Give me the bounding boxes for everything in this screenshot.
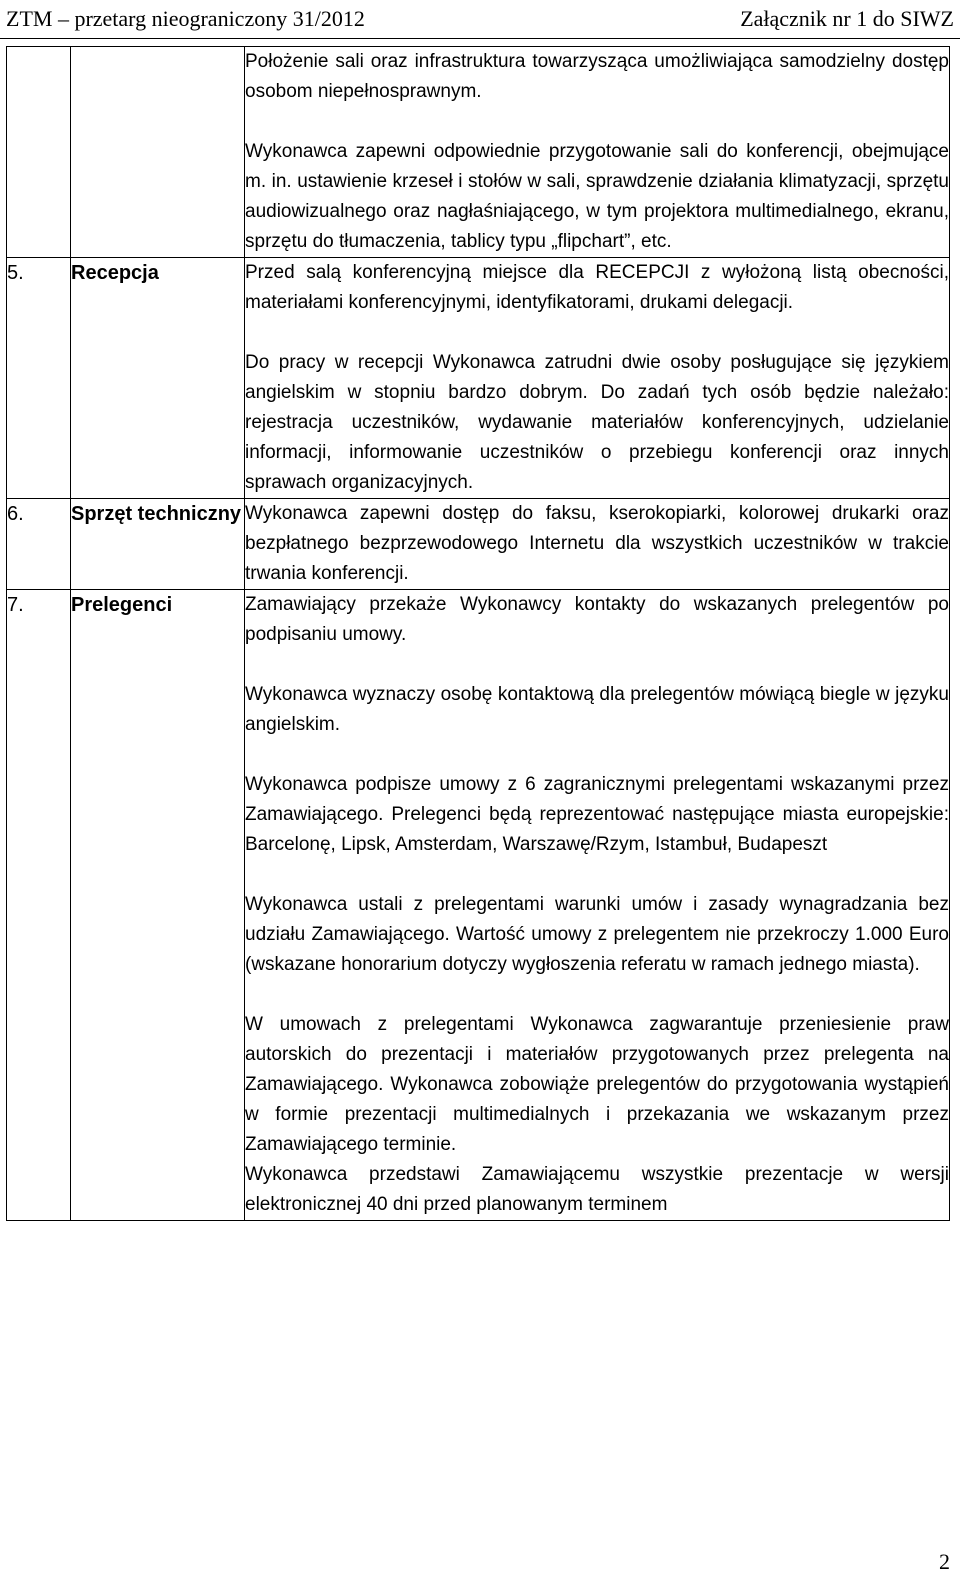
row-content — [245, 47, 950, 258]
row-title: Sprzęt techniczny — [71, 499, 245, 590]
table-row — [7, 590, 950, 1221]
header-title: ZTM – przetarg nieograniczony 31/2012 — [6, 6, 365, 31]
row-number: 7. — [7, 590, 71, 1221]
row-content — [245, 590, 950, 1221]
paragraph: Do pracy w recepcji Wykonawca zatrudni dwie osoby posługujące się językiem angielskim w stopniu bardzo dobrym. Do zadań tych osób będzie należało: rejestracja uczestników, wydawanie materiałów konferencyjnych, udzielanie informacji, informowanie uczestników o przebiegu konferencji oraz innych sprawach organizacyjnych. — [245, 352, 949, 493]
page-header — [0, 0, 960, 46]
row-number: 6. — [7, 499, 71, 590]
header-rule — [0, 38, 960, 39]
table-row — [7, 47, 950, 258]
paragraph: Wykonawca podpisze umowy z 6 zagranicznymi prelegentami wskazanymi przez Zamawiającego. Prelegenci będą reprezentować następujące miasta europejskie: Barcelonę, Lipsk, Amsterdam, Warszawę/Rzym, Istambuł, Budapeszt — [245, 774, 949, 855]
row-title: Prelegenci — [71, 590, 245, 1221]
row-title — [71, 47, 245, 258]
paragraph: Zamawiający przekaże Wykonawcy kontakty do wskazanych prelegentów po podpisaniu umowy. — [245, 594, 949, 645]
paragraph: Przed salą konferencyjną miejsce dla RECEPCJI z wyłożoną listą obecności, materiałami konferencyjnymi, identyfikatorami, drukami delegacji. — [245, 262, 949, 313]
requirements-table — [6, 46, 950, 1221]
table-row — [7, 499, 950, 590]
row-number — [7, 47, 71, 258]
row-number: 5. — [7, 258, 71, 499]
header-attachment: Załącznik nr 1 do SIWZ — [740, 6, 954, 31]
paragraph: Położenie sali oraz infrastruktura towarzysząca umożliwiająca samodzielny dostęp osobom niepełnosprawnym. — [245, 51, 949, 102]
table-row — [7, 258, 950, 499]
row-content — [245, 258, 950, 499]
row-content — [245, 499, 950, 590]
page-number: 2 — [939, 1549, 950, 1574]
paragraph: Wykonawca wyznaczy osobę kontaktową dla prelegentów mówiącą biegle w języku angielskim. — [245, 684, 949, 735]
paragraph: W umowach z prelegentami Wykonawca zagwarantuje przeniesienie praw autorskich do prezentacji i materiałów przygotowanych przez prelegenta na Zamawiającego. Wykonawca zobowiąże prelegentów do przygotowania wystąpień w formie prezentacji multimedialnych i przekazania we wskazanym przez Zamawiającego terminie. — [245, 1014, 949, 1155]
paragraph: Wykonawca ustali z prelegentami warunki umów i zasady wynagradzania bez udziału Zamawiającego. Wartość umowy z prelegentem nie przekroczy 1.000 Euro (wskazane honorarium dotyczy wygłoszenia referatu w ramach jednego miasta). — [245, 894, 949, 975]
paragraph: Wykonawca zapewni odpowiednie przygotowanie sali do konferencji, obejmujące m. in. ustawienie krzeseł i stołów w sali, sprawdzenie działania klimatyzacji, sprzętu audiowizualnego oraz nagłaśniającego, w tym projektora multimedialnego, ekranu, sprzętu do tłumaczenia, tablicy typu „flipchart”, etc. — [245, 141, 949, 252]
paragraph: Wykonawca zapewni dostęp do faksu, kserokopiarki, kolorowej drukarki oraz bezpłatnego bezprzewodowego Internetu dla wszystkich uczestników w trakcie trwania konferencji. — [245, 503, 949, 584]
row-title: Recepcja — [71, 258, 245, 499]
paragraph: Wykonawca przedstawi Zamawiającemu wszystkie prezentacje w wersji elektronicznej 40 dni przed planowanym terminem — [245, 1164, 949, 1215]
